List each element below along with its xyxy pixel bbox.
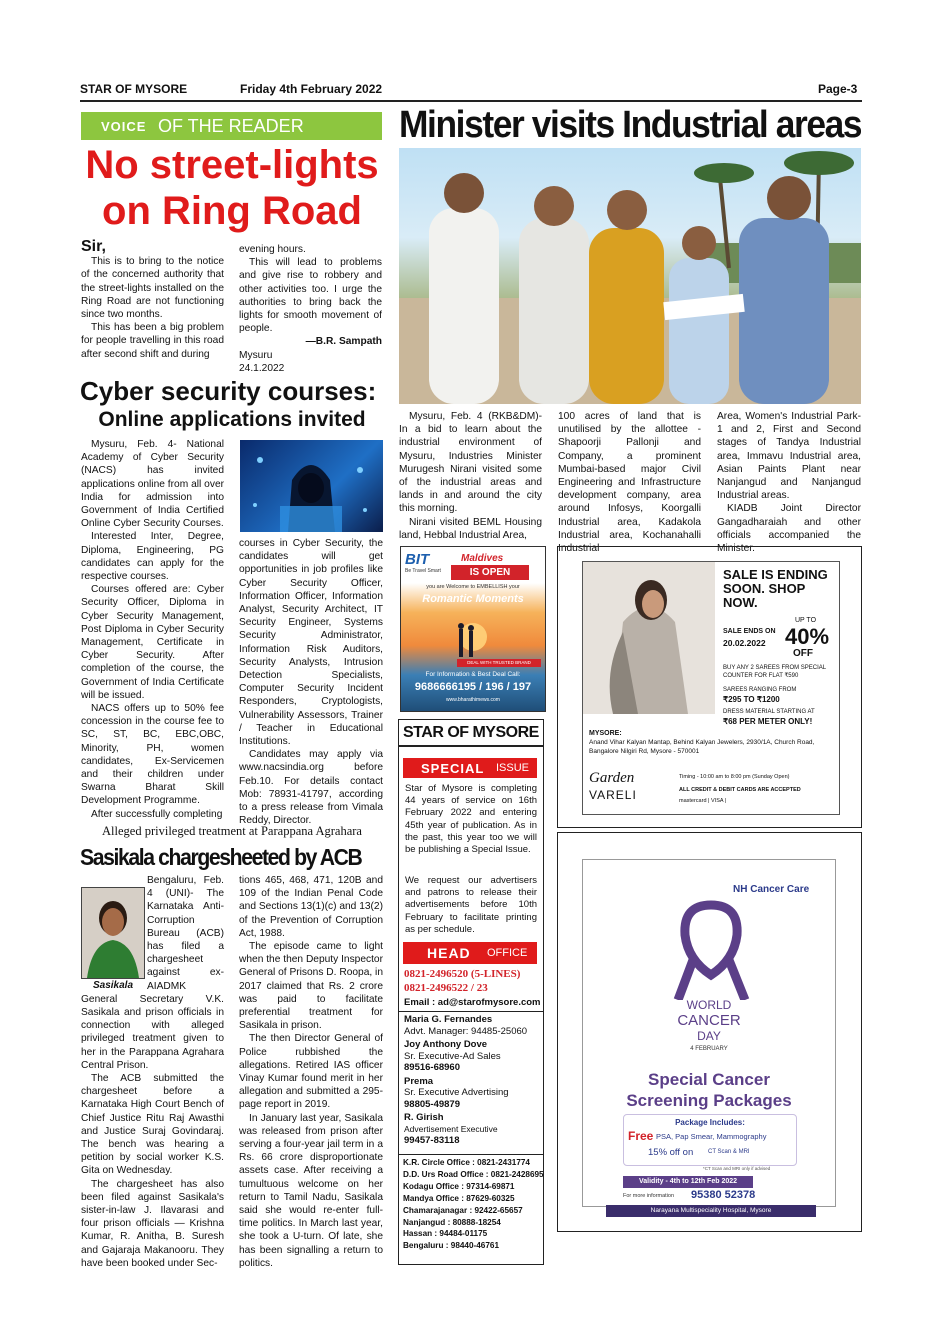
- voice-banner: [81, 112, 382, 140]
- cancer-headline-2: Screening Packages: [626, 1091, 792, 1110]
- bit-tagline: you are Welcome to EMBELLISH your: [426, 584, 520, 590]
- office-line: Chamarajanagar : 92422-65657: [403, 1205, 523, 1215]
- voice-place: Mysuru: [239, 349, 273, 361]
- sale-upto: UP TO: [795, 617, 817, 624]
- cancer-cancer: CANCER: [677, 1012, 741, 1029]
- hacker-illustration: [240, 440, 383, 532]
- bit-deal: DEAL WITH TRUSTED BRAND: [457, 659, 541, 667]
- package-includes: Package Includes:: [675, 1118, 745, 1127]
- cancer-phone: 95380 52378: [691, 1189, 756, 1201]
- special-brand: STAR OF MYSORE: [403, 724, 539, 741]
- contact-role: Sr. Executive-Ad Sales: [404, 1050, 501, 1062]
- special-issue-box: [398, 719, 544, 1265]
- bit-script: Romantic Moments: [422, 593, 524, 605]
- office-email: Email : ad@starofmysore.com: [404, 997, 541, 1008]
- branch-offices: [403, 1157, 544, 1252]
- sale-brand-1: Garden: [589, 770, 635, 786]
- sale-off: OFF: [793, 648, 813, 659]
- sasikala-paragraph: The then Director General of Police rubbished the allegations. Retired IAS officer Vinay Kumar found merit in her allegation and submitted a 295-page report in 2019.: [239, 1033, 383, 1111]
- office-line: Bengaluru : 98440-46761: [403, 1241, 500, 1251]
- voice-label: VOICE: [101, 119, 147, 134]
- voice-headline-line2: on Ring Road: [102, 189, 362, 233]
- bit-phone: 9686666195 / 196 / 197: [414, 681, 532, 693]
- sale-line-2: SAREES RANGING FROM: [723, 687, 797, 693]
- voice-date: 24.1.2022: [239, 362, 285, 374]
- sasikala-paragraph: In January last year, Sasikala was released from prison after serving a four-year jail term in a Rs. 66 crore disproportionate assets case. After receiving a tumultuous welcome on her return to Tamil Nadu, Sasikala said she would re-enter full-time politics. In March last year, she took a U-turn. Of late, she has been signalling a return to politics.: [239, 1112, 383, 1269]
- sale-line-1: BUY ANY 2 SAREES FROM SPECIAL COUNTER FOR FLAT ₹590: [723, 665, 826, 679]
- sasikala-paragraph: tions 465, 468, 471, 120B and 109 of the Indian Penal Code and Sections 13(1)(c) and 13(2) of the Prevention of Corruption Act, 1988.: [239, 875, 383, 939]
- cyber-paragraph: After successfully completing: [91, 808, 223, 820]
- minister-column-2: [558, 410, 701, 555]
- cyber-subhead: Online applications invited: [98, 408, 366, 431]
- cyber-headline: Cyber security courses:: [80, 376, 377, 406]
- special-bar: [403, 758, 537, 778]
- minister-column-1: [399, 410, 542, 542]
- page-number: Page-3: [818, 82, 858, 96]
- sale-ad: [582, 561, 840, 815]
- contact-phone: 99457-83118: [404, 1135, 460, 1146]
- package-discount: 15% off on: [648, 1147, 694, 1158]
- cyber-photo: [240, 440, 383, 532]
- sale-line-3b: ₹68 PER METER ONLY!: [723, 717, 813, 726]
- minister-paragraph: Area, Women's Industrial Park-1 and 2, First and Second stages of Tandya Industrial area, Immavu Industrial area, Asian Paints Plant near Nanjangud and Nanjangud Industrial areas.: [717, 411, 861, 502]
- cancer-validity: Validity - 4th to 12th Feb 2022: [623, 1176, 753, 1188]
- package-discount-tail: CT Scan & MRI: [708, 1149, 750, 1155]
- minister-column-3: [717, 410, 861, 555]
- sasikala-column-2: [239, 874, 383, 1270]
- offices-divider: [399, 1154, 543, 1155]
- head-office-right: OFFICE: [487, 947, 528, 959]
- cancer-note: *CT Scan and MRI only if advised: [703, 1166, 771, 1171]
- cyber-paragraph: Interested Inter, Degree, Diploma, Engineering, PG candidates can apply for the respective courses.: [81, 531, 224, 583]
- cyber-column-1: [81, 438, 224, 821]
- sale-ends-date: 20.02.2022: [723, 638, 766, 648]
- cancer-hospital: Narayana Multispeciality Hospital, Mysore: [606, 1205, 816, 1217]
- bit-info: For Information & Best Deal Call:: [425, 671, 521, 678]
- cancer-world: WORLD: [686, 998, 732, 1012]
- office-line: Kodagu Office : 97314-69871: [403, 1181, 515, 1191]
- bit-travel-ad: [400, 546, 546, 712]
- voice-paragraph: This has been a big problem for people travelling in this road after second shift and during: [81, 322, 224, 360]
- voice-headline-line1: No street-lights: [85, 143, 379, 187]
- voice-label-rest: OF THE READER: [158, 116, 304, 136]
- sasikala-paragraph: The episode came to light when the then Deputy Inspector General of Prisons D. Roopa, in 2017 claimed that Rs. 2 crore was paid to facilitate preferential treatment for Sasikala in prison.: [239, 941, 383, 1032]
- bit-title-1: Maldives: [461, 553, 504, 564]
- sale-card-logos: mastercard | VISA |: [679, 798, 727, 804]
- voice-paragraph: This is to bring to the notice of the concerned authority that the street-lights installed on the Ring Road are not functioning since two months.: [81, 256, 224, 321]
- minister-paragraph: KIADB Joint Director Gangadharaiah and other officials accompanied the Minister.: [717, 503, 861, 555]
- cancer-headline-1: Special Cancer: [648, 1070, 770, 1089]
- special-text-2: We request our advertisers and patrons to release their advertisements before 10th February to facilitate printing as per schedule.: [405, 875, 537, 935]
- minister-paragraph: 100 acres of land that is unutilised by the allottee - Shapoorji Pallonji and Company, a prominent Mumbai-based major Civil Engineering and Infrastructure development company, area around Infosys, Koorgalli Industrial area, Kadakola Industrial area, Kochanahalli Industrial: [558, 411, 701, 555]
- contact-name: R. Girish: [404, 1112, 444, 1123]
- voice-column-2: [239, 243, 382, 375]
- cancer-date: 4 FEBRUARY: [690, 1046, 728, 1052]
- sale-title: SALE IS ENDING SOON. SHOP NOW.: [723, 567, 828, 610]
- special-bar-right: ISSUE: [496, 762, 530, 774]
- cyber-column-2: [239, 537, 383, 827]
- bit-couple-illustration: [401, 607, 545, 667]
- cyber-paragraph: Mysuru, Feb. 4- National Academy of Cyber Security (NACS) has invited applications online from all over India for admission into Government of India Certified Online Cyber Security Courses.: [81, 439, 224, 530]
- contact-role: Advertisement Executive: [404, 1123, 498, 1134]
- sale-line-2b: ₹295 TO ₹1200: [723, 695, 780, 704]
- nh-brand: NH Cancer Care: [733, 884, 810, 895]
- voice-paragraph: evening hours.: [239, 244, 306, 255]
- bit-logo: BIT: [405, 551, 430, 568]
- sale-percent: 40%: [785, 624, 830, 649]
- sale-ends-label: SALE ENDS ON: [723, 628, 776, 635]
- minister-photo-illustration: [399, 148, 861, 404]
- sale-addr-head: MYSORE:: [589, 730, 622, 737]
- sasikala-headline: Sasikala chargesheeted by ACB: [80, 844, 362, 870]
- sale-line-3: DRESS MATERIAL STARTING AT: [723, 709, 815, 715]
- special-divider: [399, 745, 543, 747]
- minister-paragraph: Mysuru, Feb. 4 (RKB&DM)- In a bid to learn about the industrial environment of Mysuru, Industries Minister Murugesh Nirani visited some of the industrial areas and lands in and around the city this morning.: [399, 411, 542, 515]
- contacts-list: [404, 1014, 540, 1147]
- office-line: K.R. Circle Office : 0821-2431774: [403, 1158, 530, 1167]
- contact-phone: 89516-68960: [404, 1062, 460, 1073]
- head-office-bar: [403, 942, 537, 964]
- contact-phone: 98805-49879: [404, 1098, 460, 1110]
- bit-site: www.bharathimews.com: [446, 697, 500, 703]
- sasikala-paragraph: Bengaluru, Feb. 4 (UNI)- The Karnataka Anti-Corruption Bureau (ACB) has filed a chargesheet against ex-AIADMK: [147, 875, 224, 992]
- model-illustration: [583, 562, 715, 714]
- minister-photo: [399, 148, 861, 404]
- office-phone-2: 0821-2496522 / 23: [404, 982, 488, 994]
- sasikala-headline-box: [80, 842, 384, 874]
- cancer-more: For more information: [623, 1193, 675, 1199]
- sasikala-photo-caption: Sasikala: [92, 980, 134, 991]
- office-line: D.D. Urs Road Office : 0821-2428695: [403, 1169, 544, 1179]
- contacts-divider: [399, 1011, 543, 1012]
- bit-title-2: IS OPEN: [451, 565, 529, 580]
- sasikala-paragraph: The ACB submitted the chargesheet before a Karnataka High Court Bench of Chief Justice Ritu Raj Awasthi and Justice Suraj Govindaraj. The bench was hearing a petition by social worker K.S. Gita on Wednesday.: [81, 1073, 224, 1177]
- cyber-paragraph: Candidates may apply via www.nacsindia.org before Feb.10. For details contact Mob: 78931-41797, according to a press release from Vimala Reddy, Director.: [239, 749, 383, 827]
- paper-name: STAR OF MYSORE: [80, 82, 188, 96]
- sasikala-paragraph: The chargesheet has also been filed against Sasikala's sister-in-law J. Ilavarasi and four prison officials — Krishna Kumar, R. Anitha, B. Suresh and Gajaraja Makanooru. They have been booked under Sec-: [81, 1178, 224, 1269]
- cancer-ad-frame: [557, 832, 862, 1232]
- minister-headline: Minister visits Industrial areas: [399, 104, 861, 146]
- issue-date: Friday 4th February 2022: [240, 82, 383, 96]
- sale-brand-2: VARELI: [589, 788, 637, 802]
- contact-role: Advt. Manager: 94485-25060: [404, 1025, 528, 1037]
- sale-ad-frame: [557, 546, 862, 828]
- office-phone-1: 0821-2496520 (5-LINES): [404, 968, 521, 980]
- contact-role: Sr. Executive Advertising: [404, 1087, 509, 1098]
- voice-paragraph: This will lead to problems and give rise to robbery and other activities too. I urge the authorities to bring back the lights for smooth movement of people.: [239, 257, 382, 335]
- package-tests: PSA, Pap Smear, Mammography: [656, 1132, 767, 1141]
- minister-headline-box: [399, 103, 861, 147]
- package-free: Free: [628, 1129, 654, 1143]
- cyber-paragraph: courses in Cyber Security, the candidates will get opportunities in job profiles like Cyber Security Officer, Information Officer, Information Analyst, Security Architect, IT Security Engineer, Systems Security Administrator, Information Risk Auditors, Security Analysts, Intrusion Detection Specialists, Computer Security Incident Responders, Cryptologists, Vulnerability Assessors, Trainer / Teacher in Educational Institutions.: [239, 538, 383, 748]
- sale-address: Anand Vihar Kalyan Mantap, Behind Kalyan Jewelers, 2930/1A, Church Road, Bangalore Nilgiri Rd, Mysore - 570001: [589, 739, 815, 755]
- cancer-ad: [582, 859, 836, 1207]
- cyber-paragraph: NACS offers up to 50% fee concession in the course fee to SC, ST, BC, EBC,OBC, Minority, PH, women candidates, Ex-Servicemen and their children under Swarna Bharat Skill Development Programme.: [81, 703, 224, 807]
- cyber-paragraph: Courses offered are: Cyber Security Officer, Diploma in Cyber Security Management, Post Diploma in Cyber Security Management, Certificate in Cyber Security. After completion of the course, the Government of India Certificate will be issued.: [81, 584, 224, 701]
- header-rule: [80, 100, 862, 102]
- office-line: Hassan : 94484-01175: [403, 1229, 488, 1239]
- package-box: [623, 1114, 797, 1166]
- contact-name: Joy Anthony Dove: [404, 1039, 488, 1050]
- head-office-left: HEAD: [427, 945, 471, 961]
- cancer-day: DAY: [697, 1029, 721, 1043]
- voice-headline: [80, 142, 384, 234]
- office-line: Nanjangud : 80888-18254: [403, 1217, 501, 1227]
- special-text-1: Star of Mysore is completing 44 years of service on 16th February 2022 and entering 45th year of publication. As in the past, this year too we will be publishing a Special Issue.: [405, 783, 537, 856]
- special-bar-left: SPECIAL: [421, 761, 485, 776]
- ribbon-icon: [663, 900, 759, 1000]
- sasikala-column-1: [81, 874, 224, 1270]
- voice-salutation: Sir,: [81, 238, 106, 255]
- contact-name: Prema: [404, 1075, 434, 1087]
- voice-signature: —B.R. Sampath: [305, 336, 382, 348]
- sale-cards: ALL CREDIT & DEBIT CARDS ARE ACCEPTED: [679, 787, 801, 793]
- contact-name: Maria G. Fernandes: [404, 1014, 493, 1025]
- minister-paragraph: Nirani visited BEML Housing land, Hebbal Industrial Area,: [399, 516, 542, 541]
- voice-column-1: [81, 240, 224, 361]
- office-line: Mandya Office : 87629-60325: [403, 1193, 515, 1203]
- sasikala-kicker: Alleged privileged treatment at Parappana Agrahara: [102, 824, 362, 838]
- sale-timing: Timing - 10:00 am to 8:00 pm (Sunday Open): [679, 774, 790, 780]
- sasikala-paragraph: General Secretary V.K. Sasikala and prison officials in connection with alleged privileged treatment given to her in the Parappana Agrahara Central Prison.: [81, 993, 224, 1071]
- bit-logo-sub: Be Travel Smart: [405, 568, 441, 574]
